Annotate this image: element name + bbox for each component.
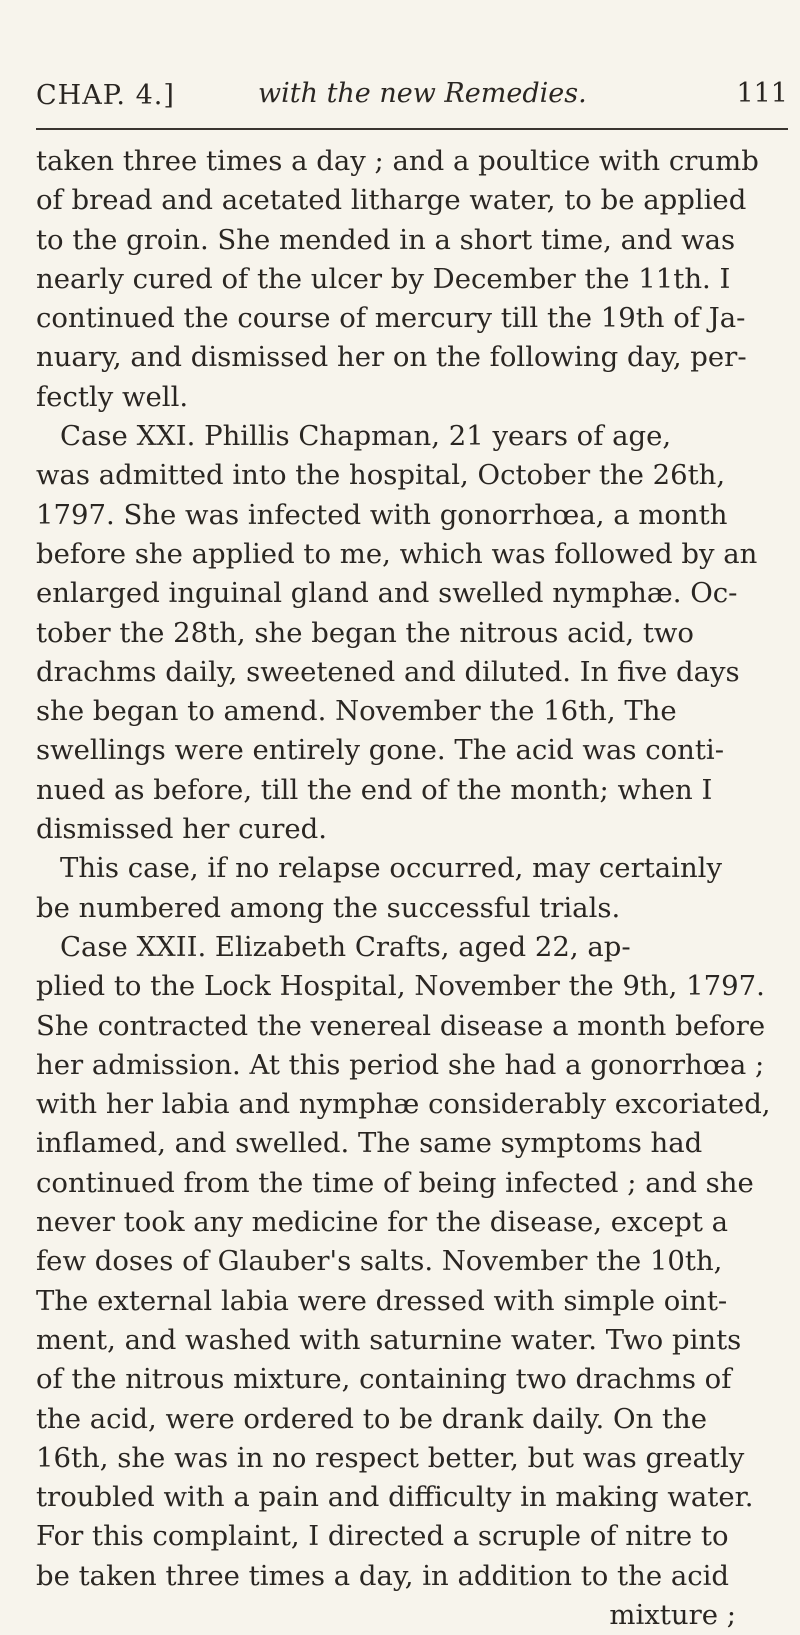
text-line: nuary, and dismissed her on the following day, per- bbox=[36, 341, 747, 374]
running-header bbox=[36, 70, 788, 110]
text-line: never took any medicine for the disease, except a bbox=[36, 1206, 729, 1239]
header-rule bbox=[36, 128, 788, 130]
text-line: She contracted the venereal disease a month before bbox=[36, 1009, 766, 1042]
page-number: 111 bbox=[736, 78, 788, 109]
text-line: be taken three times a day, in addition to the acid bbox=[36, 1559, 730, 1592]
text-line: was admitted into the hospital, October the 26th, bbox=[36, 459, 726, 492]
text-line: troubled with a pain and difficulty in making water. bbox=[36, 1481, 754, 1514]
case-heading-line: Case XXII. Elizabeth Crafts, aged 22, ap- bbox=[60, 930, 631, 963]
text-line: nued as before, till the end of the month; when I bbox=[36, 773, 713, 806]
text-line: 16th, she was in no respect better, but was greatly bbox=[36, 1441, 745, 1474]
chapter-label: CHAP. 4.] bbox=[36, 80, 175, 111]
text-line: drachms daily, sweetened and diluted. In five days bbox=[36, 655, 740, 688]
text-line: she began to amend. November the 16th, The bbox=[36, 695, 677, 728]
text-line: 1797. She was infected with gonorrhœa, a month bbox=[36, 498, 728, 531]
text-line: of bread and acetated litharge water, to be applied bbox=[36, 184, 747, 217]
text-line: swellings were entirely gone. The acid was conti- bbox=[36, 734, 725, 767]
text-line: be numbered among the successful trials. bbox=[36, 891, 621, 924]
text-line: ment, and washed with saturnine water. Two pints bbox=[36, 1323, 742, 1356]
text-line: For this complaint, I directed a scruple of nitre to bbox=[36, 1520, 729, 1553]
text-line: nearly cured of the ulcer by December the 11th. I bbox=[36, 262, 731, 295]
text-line: This case, if no relapse occurred, may certainly bbox=[60, 852, 723, 885]
text-line: the acid, were ordered to be drank daily. On the bbox=[36, 1402, 707, 1435]
text-line: before she applied to me, which was followed by an bbox=[36, 537, 758, 570]
text-line: continued the course of mercury till the 19th of Ja- bbox=[36, 302, 746, 335]
text-line: taken three times a day ; and a poultice with crumb bbox=[36, 145, 759, 177]
text-line: continued from the time of being infected ; and she bbox=[36, 1166, 754, 1199]
text-line: tober the 28th, she began the nitrous acid, two bbox=[36, 616, 694, 649]
text-line: plied to the Lock Hospital, November the 9th, 1797. bbox=[36, 970, 765, 1003]
text-line: mixture ; bbox=[609, 1598, 736, 1631]
running-title: with the new Remedies. bbox=[258, 78, 587, 109]
case-heading-line: Case XXI. Phillis Chapman, 21 years of age, bbox=[60, 420, 672, 453]
text-line: of the nitrous mixture, containing two drachms of bbox=[36, 1363, 732, 1396]
text-line: to the groin. She mended in a short time, and was bbox=[36, 223, 736, 256]
body-text bbox=[36, 142, 796, 1635]
text-line: dismissed her cured. bbox=[36, 813, 327, 846]
text-line: few doses of Glauber's salts. November the 10th, bbox=[36, 1245, 723, 1278]
text-line: fectly well. bbox=[36, 380, 189, 413]
text-line: with her labia and nymphæ considerably excoriated, bbox=[36, 1088, 771, 1121]
text-line: her admission. At this period she had a gonorrhœa ; bbox=[36, 1048, 765, 1081]
text-line: inflamed, and swelled. The same symptoms had bbox=[36, 1127, 703, 1160]
text-line: enlarged inguinal gland and swelled nymphæ. Oc- bbox=[36, 577, 738, 610]
text-line: The external labia were dressed with simple oint- bbox=[36, 1284, 728, 1317]
